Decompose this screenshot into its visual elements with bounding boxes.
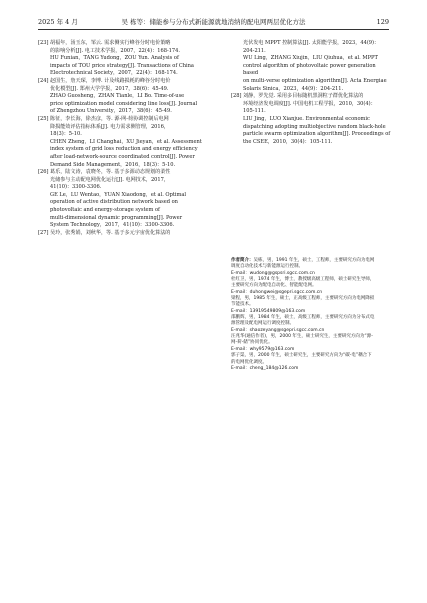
reference-line: 优化模型[J]. 郑州大学学报，2017，38(6)：45-49. [50,85,169,92]
reference-26 [38,169,216,230]
author-bio-line: 节能技术。 [231,302,254,308]
author-bio-line: 网-荷-储”协同优化。 [231,340,273,346]
author-bio-line: 郭子渠，男，2000 年生，硕士研究生，主要研究方向为“碳-电”耦合下 [231,353,372,359]
reference-line: 环境经济发电调度[J]. 中国电机工程学报，2010，30(4)： [243,100,376,107]
reference-number: [25] [38,115,49,122]
reference-line: System Technology，2017，41(10)：3300-3306. [50,222,175,229]
reference-line: after load-network-source coordinated control[J]. Power [50,153,195,160]
reference-number: [23] [38,40,49,46]
reference-line: operation of active distribution network based on [50,199,178,206]
reference-line: particle swarm optimization algorithm[J]. Proceedings of [243,131,391,138]
reference-line: Electrotechnical Society，2007，22(4)：168-174. [50,70,178,77]
reference-25 [38,116,216,169]
right-column [231,40,391,146]
reference-line: LIU Jing，LUO Xianjue. Environmental economic [243,115,370,122]
reference-line: 41(10)：3300-3306. [50,184,102,191]
reference-line: the CSEE，2010，30(4)：105-111. [243,138,333,145]
reference-line: CHEN Zheng，LI Changhai，XU Jieyan，et al. Assessment [50,138,202,145]
author-email: E-mail：cheng_184@126.com [231,365,299,371]
issue-date: 2025 年 4 月 [38,18,78,26]
reference-line: 光储参与主动配电网优化运行[J]. 电网技术，2017， [50,176,170,183]
reference-line: 光伏发电 MPPT 控制算法[J]. 太阳能学报，2023，44(9)： [243,40,380,46]
reference-number: [26] [38,169,49,176]
reference-line: 刘静，罗先觉. 采用多目标随机黑洞粒子群优化算法的 [243,93,364,100]
reference-line: on multi-verse optimization algorithm[J]. Acta Energiae [243,77,387,84]
reference-line: 的影响分析[J]. 电工技术学报，2007，22(4)：168-174. [50,47,181,54]
reference-line: price optimization model considering line loss[J]. Journal [50,100,198,107]
reference-line: HU Funian，TANG Yudong，ZOU Yun. Analysis of [50,55,179,62]
reference-line: ZHAO Guosheng，ZHAN Tianle，LI Bo. Time-of-use [50,93,185,100]
reference-line: Demand Side Management，2016，18(3)：5-10. [50,161,176,168]
author-bio-line: 杜红卫，男，1974 年生，博士，教授级高级工程师，硕士研究生导师， [231,277,375,283]
author-bio-line: 梁程，男，1985 年生，硕士，正高级工程师，主要研究方向为电网降损 [231,296,375,302]
reference-line: WU Ling，ZHANG Xiujin，LIU Qiuhua，et al. MPPT [243,55,378,62]
reference-line: 赵国生，詹天琛，李博. 计及线路损耗的峰谷分时电价 [50,77,171,84]
reference-24 [38,78,216,116]
author-bio-line: 汪兆华(通信作者)，男，2000 年生，硕士研究生，主要研究方向为“源- [231,334,373,340]
author-email: E-mail：duhongwei@sgepri.sgcc.com.cn [231,289,323,295]
author-bio-line: 主要研究方向为配电自动化、智能配电网。 [231,283,317,289]
author-email: E-mail：13919549809@163.com [231,308,306,314]
author-bio-line: 邵鹏辉，男，1984 年生，硕士，高级工程师，主要研究方向为分布式电 [231,315,375,321]
reference-line: 204-211. [243,47,266,54]
page-header [38,16,389,30]
author-bio-heading: 作者简介： [231,258,254,263]
reference-line: impacts of TOU price strategy[J]. Transactions of China [50,62,194,69]
reference-line: 吴玲，张秀娟，刘秋华，等. 基于多元宇宙优化算法的 [50,229,171,236]
reference-number: [24] [38,77,49,84]
reference-23 [38,40,216,78]
reference-line: dispatching adopting multiobjective random black-hole [243,123,386,130]
reference-27 [38,230,216,238]
author-email: E-mail：why9579@163.com [231,346,295,352]
author-bio-line: 源管理及配电网运行调度控制。 [231,321,294,327]
reference-line: GE Le，LU Wentao，YUAN Xiaodong，et al. Optimal [50,191,187,198]
running-title: 吴 栋等：储能参与分布式新能源就地消纳的配电网两层优化方法 [121,18,306,26]
reference-line: 胡福年，汤玉东，邹云. 需求侧实行峰谷分时电价策略 [50,40,171,46]
reference-line: 陈征，李长海，徐杰彦，等. 源-网-荷协调控制后电网 [50,115,169,122]
reference-number: [27] [38,229,49,236]
reference-line: control algorithm of photovoltaic power generation based [243,62,376,77]
reference-line: 105-111. [243,108,266,115]
reference-line: index system of grid loss reduction and energy efficiency [50,146,198,153]
reference-number: [28] [231,93,242,100]
reference-line: 18(3)：5-10. [50,131,82,138]
reference-line: Solaris Sinica，2023，44(9)：204-211. [243,85,344,92]
author-bios [231,258,391,372]
reference-27-continued [231,40,391,93]
author-bio-line: 的电网优化调度。 [231,359,267,365]
reference-line: 降损能效评估指标体系[J]. 电力需求侧管理，2016， [50,123,170,130]
author-email: E-mail：wudong@gspsri.sgcc.com.cn [231,270,315,276]
author-email: E-mail：shaozeyang@sgepri.sgcc.com.cn [231,327,325,333]
page-number: 129 [376,18,389,26]
reference-line: photovoltaic and energy-storage system of [50,207,160,214]
reference-line: multi-dimensional dynamic programming[J]. Power [50,214,183,221]
author-bio-line: 调度自动化技术与新能源运行控制。 [231,264,303,270]
reference-line: of Zhengzhou University，2017，38(6)：45-49. [50,108,172,115]
reference-28 [231,93,391,146]
author-bio-line: 作者简介：吴栋，男，1991 年生，硕士，工程师，主要研究方向为电网 [231,258,375,263]
reference-line: 葛乐，陆文涛，袁晓冬，等. 基于多源动态规划的柔性 [50,169,171,176]
left-column [38,40,216,237]
